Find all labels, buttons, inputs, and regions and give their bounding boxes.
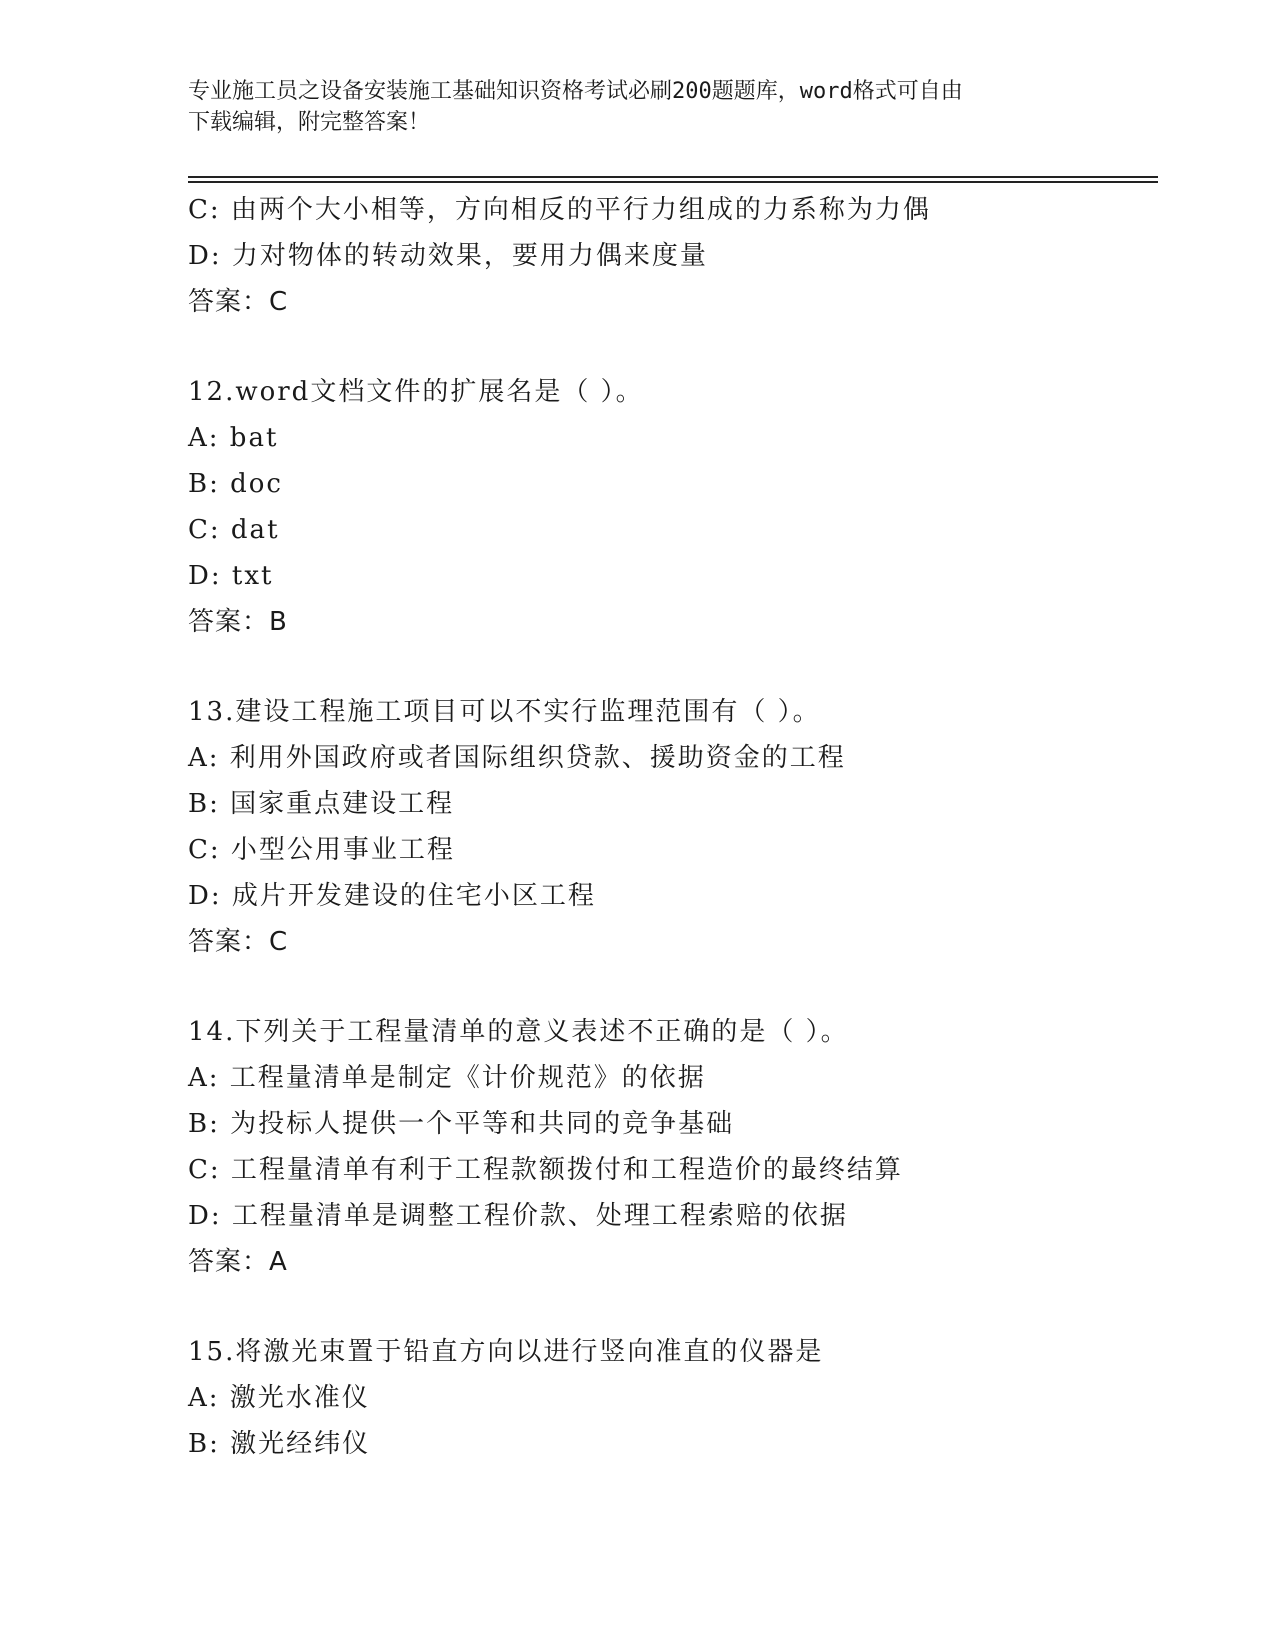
header-title-line2: 下载编辑，附完整答案！ xyxy=(188,110,431,135)
option-a: A: 激光水准仪 xyxy=(188,1383,370,1413)
option-a: A: 利用外国政府或者国际组织贷款、援助资金的工程 xyxy=(188,743,846,773)
question-list xyxy=(188,187,1148,1467)
option-b: B: 国家重点建设工程 xyxy=(188,789,455,819)
option-d: D: txt xyxy=(188,561,274,591)
option-b: B: doc xyxy=(188,469,283,499)
option-d: D: 力对物体的转动效果，要用力偶来度量 xyxy=(188,241,708,271)
question-12 xyxy=(188,369,1148,645)
option-d: D: 成片开发建设的住宅小区工程 xyxy=(188,881,596,911)
header-divider-bottom xyxy=(188,181,1158,183)
question-text: 13.建设工程施工项目可以不实行监理范围有（ ）。 xyxy=(188,697,821,727)
option-c: C: 工程量清单有利于工程款额拨付和工程造价的最终结算 xyxy=(188,1155,903,1185)
question-13 xyxy=(188,689,1148,965)
question-14 xyxy=(188,1009,1148,1285)
option-a: A: 工程量清单是制定《计价规范》的依据 xyxy=(188,1063,706,1093)
option-c: C: 小型公用事业工程 xyxy=(188,835,455,865)
answer: 答案：A xyxy=(188,1247,288,1277)
question-text: 12.word文档文件的扩展名是（ ）。 xyxy=(188,377,644,407)
option-a: A: bat xyxy=(188,423,279,453)
question-text: 14.下列关于工程量清单的意义表述不正确的是（ ）。 xyxy=(188,1017,849,1047)
option-b: B: 激光经纬仪 xyxy=(188,1429,371,1459)
document-header xyxy=(188,76,1068,138)
answer: 答案：B xyxy=(188,607,288,637)
header-divider-top xyxy=(188,176,1158,178)
option-c: C: 由两个大小相等，方向相反的平行力组成的力系称为力偶 xyxy=(188,195,931,225)
question-text: 15.将激光束置于铅直方向以进行竖向准直的仪器是 xyxy=(188,1337,824,1367)
question-15 xyxy=(188,1329,1148,1467)
option-b: B: 为投标人提供一个平等和共同的竞争基础 xyxy=(188,1109,735,1139)
answer: 答案：C xyxy=(188,287,289,317)
header-title-line1: 专业施工员之设备安装施工基础知识资格考试必刷200题题库，word格式可自由 xyxy=(188,79,963,104)
answer: 答案：C xyxy=(188,927,289,957)
option-c: C: dat xyxy=(188,515,280,545)
question-11 xyxy=(188,187,1148,325)
option-d: D: 工程量清单是调整工程价款、处理工程索赔的依据 xyxy=(188,1201,848,1231)
